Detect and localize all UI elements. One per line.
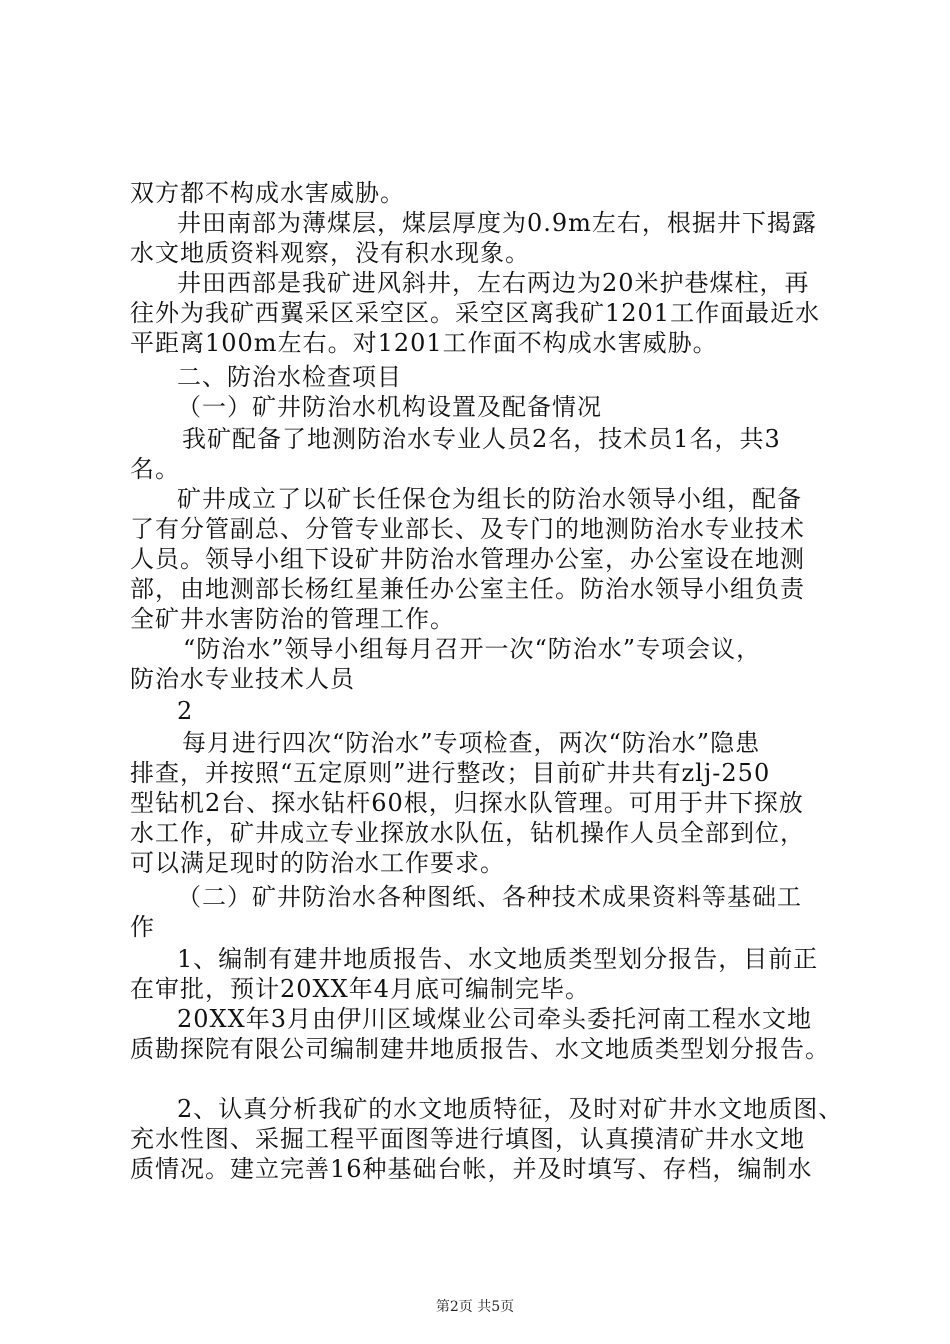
text-line: 我矿配备了地测防治水专业人员2名，技术员1名，共3 xyxy=(182,425,781,453)
text-line: 防治水专业技术人员 xyxy=(130,665,355,693)
text-line: 可以满足现时的防治水工作要求。 xyxy=(130,849,505,877)
text-line: 全矿井水害防治的管理工作。 xyxy=(130,605,455,633)
text-line: 排查，并按照“五定原则”进行整改；目前矿井共有zlj-250 xyxy=(130,759,771,787)
text-line: 质勘探院有限公司编制建井地质报告、水文地质类型划分报告。 xyxy=(130,1035,830,1063)
text-line: 部，由地测部长杨红星兼任办公室主任。防治水领导小组负责 xyxy=(130,575,805,603)
text-line: “防治水”领导小组每月召开一次“防治水”专项会议， xyxy=(183,635,762,663)
text-line: 水工作，矿井成立专业探放水队伍，钻机操作人员全部到位， xyxy=(130,819,805,847)
text-line: 1、编制有建井地质报告、水文地质类型划分报告，目前正 xyxy=(177,945,819,973)
text-line: 井田西部是我矿进风斜井，左右两边为20米护巷煤柱，再 xyxy=(177,269,810,297)
text-line: 在审批，预计20XX年4月底可编制完毕。 xyxy=(130,975,590,1003)
section-heading: 二、防治水检查项目 xyxy=(177,363,402,391)
text-line: 了有分管副总、分管专业部长、及专门的地测防治水专业技术 xyxy=(130,515,805,543)
text-line: 名。 xyxy=(130,455,180,483)
page-footer: 第2页 共5页 xyxy=(435,1299,515,1315)
text-line: 型钻机2台、探水钻杆60根，归探水队管理。可用于井下探放 xyxy=(130,789,804,817)
text-line: 质情况。建立完善16种基础台帐，并及时填写、存档，编制水 xyxy=(130,1155,813,1183)
text-line: 平距离100m左右。对1201工作面不构成水害威胁。 xyxy=(130,329,718,357)
text-line: 充水性图、采掘工程平面图等进行填图，认真摸清矿井水文地 xyxy=(130,1125,805,1153)
page-number-inline: 2 xyxy=(177,697,194,725)
subsection-heading: （一）矿井防治水机构设置及配备情况 xyxy=(177,393,602,421)
text-line: 2、认真分析我矿的水文地质特征，及时对矿井水文地质图、 xyxy=(177,1095,844,1123)
text-line: 水文地质资料观察，没有积水现象。 xyxy=(130,239,530,267)
text-line: 矿井成立了以矿长任保仓为组长的防治水领导小组，配备 xyxy=(177,485,802,513)
text-line: 作 xyxy=(130,913,155,941)
text-line: 双方都不构成水害威胁。 xyxy=(130,179,405,207)
text-line: 人员。领导小组下设矿井防治水管理办公室，办公室设在地测 xyxy=(130,545,805,573)
text-line: 每月进行四次“防治水”专项检查，两次“防治水”隐患 xyxy=(182,729,761,757)
text-line: 往外为我矿西翼采区采空区。采空区离我矿1201工作面最近水 xyxy=(130,299,821,327)
text-line: 井田南部为薄煤层，煤层厚度为0.9m左右，根据井下揭露 xyxy=(177,209,817,237)
text-line: 20XX年3月由伊川区域煤业公司牵头委托河南工程水文地 xyxy=(177,1005,812,1033)
subsection-heading: （二）矿井防治水各种图纸、各种技术成果资料等基础工 xyxy=(177,883,802,911)
